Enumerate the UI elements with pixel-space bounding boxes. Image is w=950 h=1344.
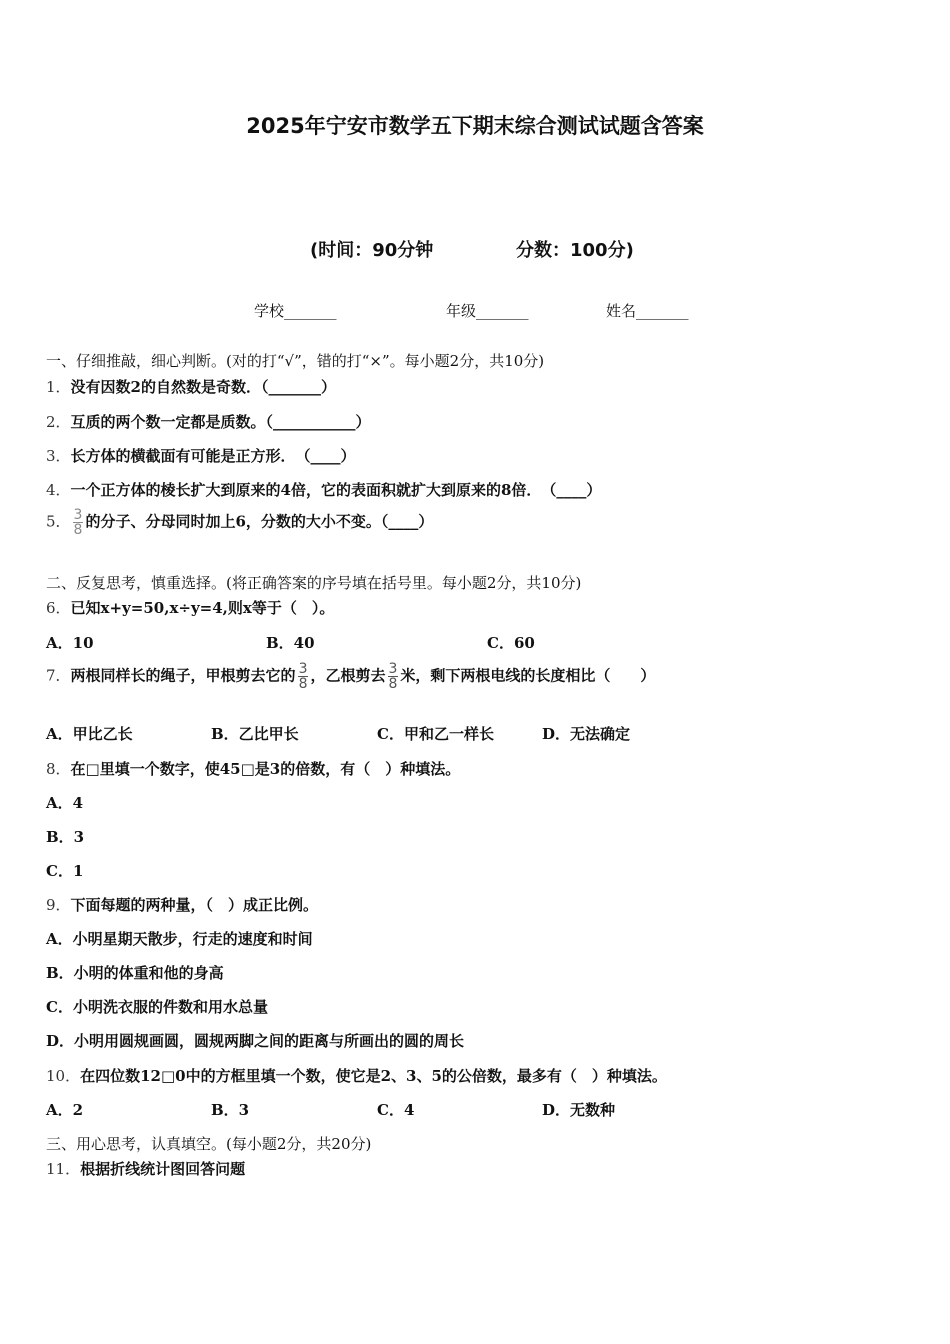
question-number: 10．: [46, 1067, 81, 1085]
question-text: 在□里填一个数字，使45□是3的倍数，有（ ）种填法。: [70, 760, 461, 778]
question-2: [46, 411, 371, 432]
q10-option-c: C．4: [377, 1101, 415, 1119]
section-1-heading: 一、仔细推敲，细心判断。(对的打“√”，错的打“×”。每小题2分，共10分): [46, 352, 545, 370]
question-text-part1: 两根同样长的绳子，甲根剪去它的: [70, 666, 296, 685]
fraction-three-eighths: $\frac{3}{8}$: [73, 507, 83, 538]
question-text: 互质的两个数一定都是质数。（___________）: [70, 413, 371, 431]
question-8: [46, 758, 460, 779]
question-text: 下面每题的两种量，（ ）成正比例。: [70, 896, 319, 914]
school-field: 学校_______: [254, 302, 337, 320]
q6-option-a: A．10: [46, 634, 94, 652]
question-1: [46, 376, 336, 397]
q7-option-b: B．乙比甲长: [211, 725, 299, 743]
question-6: [46, 597, 334, 618]
question-text: 长方体的横截面有可能是正方形． （____）: [70, 447, 356, 465]
q9-option-d: D．小明用圆规画圆，圆规两脚之间的距离与所画出的圆的周长: [46, 1032, 465, 1050]
question-number: 9．: [46, 896, 71, 914]
document-title: 2025年宁安市数学五下期末综合测试试题含答案: [246, 114, 704, 138]
fraction-three-eighths-meter: $\frac{3}{8}$: [388, 661, 398, 692]
q8-option-a: A．4: [46, 794, 84, 812]
q7-option-a: A．甲比乙长: [46, 725, 133, 743]
q8-option-b: B．3: [46, 828, 85, 846]
question-text: 已知x+y=50,x÷y=4,则x等于（ ）。: [70, 599, 335, 617]
q6-option-b: B．40: [266, 634, 315, 652]
question-number: 7．: [46, 666, 71, 685]
question-7: [46, 662, 655, 691]
question-number: 1．: [46, 378, 71, 396]
q9-option-b: B．小明的体重和他的身高: [46, 964, 224, 982]
question-number: 5．: [46, 512, 71, 531]
q7-option-d: D．无法确定: [542, 725, 631, 743]
fraction-three-eighths: $\frac{3}{8}$: [298, 661, 308, 692]
section-3-heading: 三、用心思考，认真填空。(每小题2分，共20分): [46, 1135, 372, 1153]
question-text: 的分子、分母同时加上6，分数的大小不变。（____）: [85, 512, 434, 531]
question-9: [46, 894, 318, 915]
question-number: 2．: [46, 413, 71, 431]
question-text: 在四位数12□0中的方框里填一个数，使它是2、3、5的公倍数，最多有（ ）种填法。: [80, 1067, 667, 1085]
question-number: 6．: [46, 599, 71, 617]
question-10: [46, 1065, 667, 1086]
question-number: 11．: [46, 1160, 81, 1178]
q10-option-b: B．3: [211, 1101, 250, 1119]
q6-option-c: C．60: [487, 634, 535, 652]
question-number: 4．: [46, 481, 71, 499]
q8-option-c: C．1: [46, 862, 84, 880]
question-number: 3．: [46, 447, 71, 465]
q10-option-a: A．2: [46, 1101, 84, 1119]
question-number: 8．: [46, 760, 71, 778]
q10-option-d: D．无数种: [542, 1101, 616, 1119]
question-text: 没有因数2的自然数是奇数．（_______）: [70, 378, 336, 396]
exam-score: 分数：100分): [516, 240, 634, 261]
question-11: [46, 1158, 245, 1179]
question-3: [46, 445, 356, 466]
q9-option-a: A．小明星期天散步，行走的速度和时间: [46, 930, 313, 948]
question-4: [46, 479, 601, 500]
section-2-heading: 二、反复思考，慎重选择。(将正确答案的序号填在括号里。每小题2分，共10分): [46, 574, 582, 592]
question-text: 一个正方体的棱长扩大到原来的4倍，它的表面积就扩大到原来的8倍． （____）: [70, 481, 602, 499]
question-text: 根据折线统计图回答问题: [80, 1160, 246, 1178]
exam-time: (时间：90分钟: [310, 240, 434, 261]
q9-option-c: C．小明洗衣服的件数和用水总量: [46, 998, 268, 1016]
question-5: [46, 508, 433, 537]
question-text-part3: 米，剩下两根电线的长度相比（ ）: [400, 666, 656, 685]
name-field: 姓名_______: [606, 302, 689, 320]
grade-field: 年级_______: [446, 302, 529, 320]
question-text-part2: ，乙根剪去: [310, 666, 386, 685]
q7-option-c: C．甲和乙一样长: [377, 725, 494, 743]
